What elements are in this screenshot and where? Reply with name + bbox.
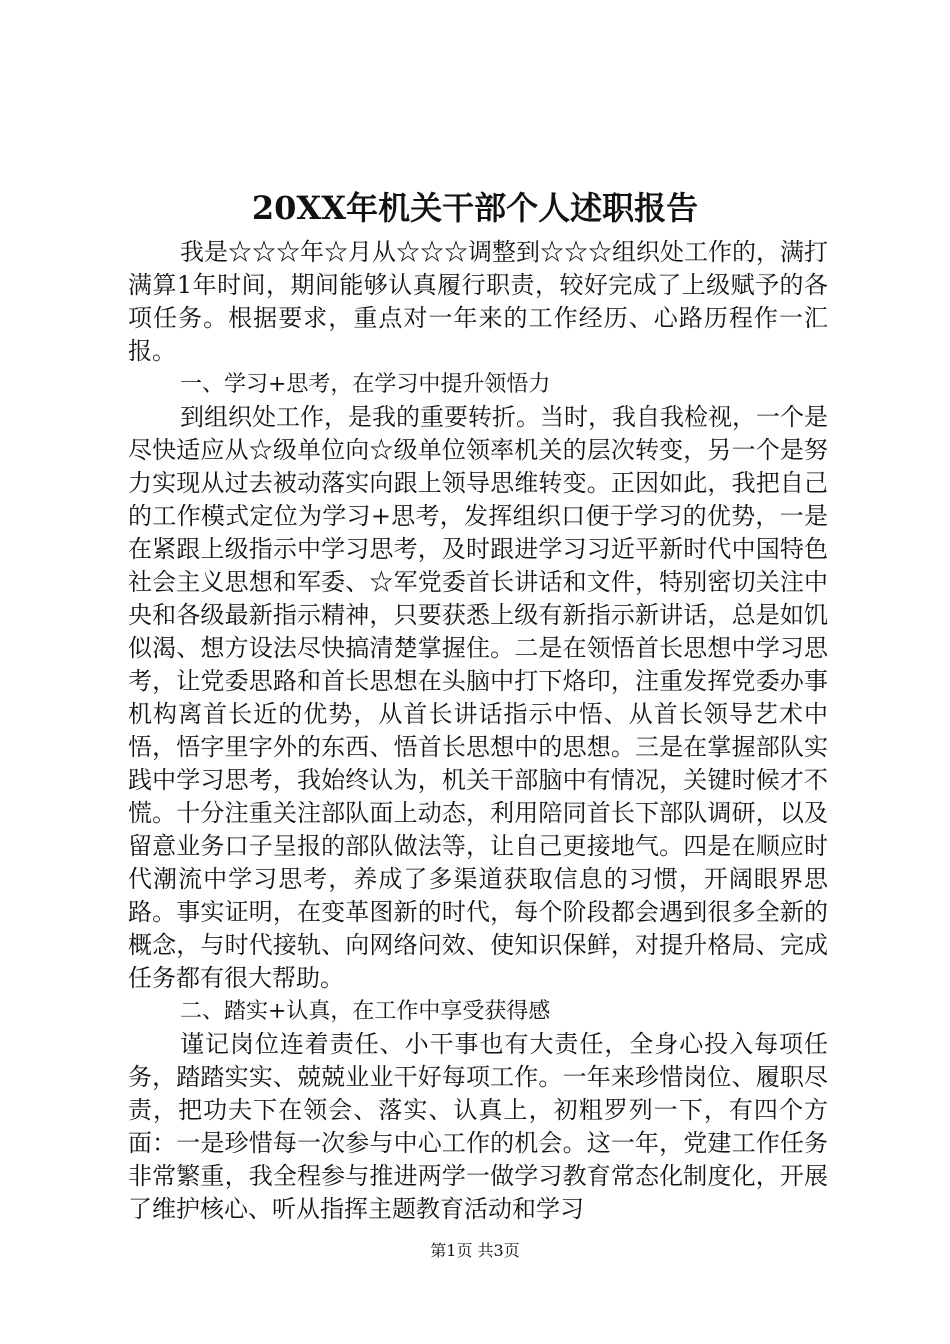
section-heading-1: 一、学习+思考，在学习中提升领悟力 — [180, 372, 551, 397]
document-body — [128, 236, 828, 1226]
page-footer: 第1页 共3页 — [430, 1241, 520, 1260]
section-heading-2: 二、踏实+认真，在工作中享受获得感 — [180, 999, 551, 1024]
paragraph-section-2: 谨记岗位连着责任、小干事也有大责任，全身心投入每项任务，踏踏实实、兢兢业业干好每项工作。一年来珍惜岗位、履职尽责，把功夫下在领会、落实、认真上，初粗罗列一下，有四个方面：一是珍惜每一次参与中心工作的机会。这一年，党建工作任务非常繁重，我全程参与推进两学一做学习教育常态化制度化，开展了维护核心、听从指挥主题教育活动和学习 — [128, 1030, 828, 1223]
paragraph-section-1: 到组织处工作，是我的重要转折。当时，我自我检视，一个是尽快适应从☆级单位向☆级单位领率机关的层次转变，另一个是努力实现从过去被动落实向跟上领导思维转变。正因如此，我把自己的工作模式定位为学习+思考，发挥组织口便于学习的优势，一是在紧跟上级指示中学习思考，及时跟进学习习近平新时代中国特色社会主义思想和军委、☆军党委首长讲话和文件，特别密切关注中央和各级最新指示精神，只要获悉上级有新指示新讲话，总是如饥似渴、想方设法尽快搞清楚掌握住。二是在领悟首长思想中学习思考，让党委思路和首长思想在头脑中打下烙印，注重发挥党委办事机构离首长近的优势，从首长讲话指示中悟、从首长领导艺术中悟，悟字里字外的东西、悟首长思想中的思想。三是在掌握部队实践中学习思考，我始终认为，机关干部脑中有情况，关键时候才不慌。十分注重关注部队面上动态，利用陪同首长下部队调研，以及留意业务口子呈报的部队做法等，让自己更接地气。四是在顺应时代潮流中学习思考，养成了多渠道获取信息的习惯，开阔眼界思路。事实证明，在变革图新的时代，每个阶段都会遇到很多全新的概念，与时代接轨、向网络问效、使知识保鲜，对提升格局、完成任务都有很大帮助。 — [128, 403, 828, 992]
document-title: 20XX年机关干部个人述职报告 — [251, 189, 699, 227]
paragraph-intro: 我是☆☆☆年☆月从☆☆☆调整到☆☆☆组织处工作的，满打满算1年时间，期间能够认真履行职责，较好完成了上级赋予的各项任务。根据要求，重点对一年来的工作经历、心路历程作一汇报。 — [128, 238, 828, 365]
